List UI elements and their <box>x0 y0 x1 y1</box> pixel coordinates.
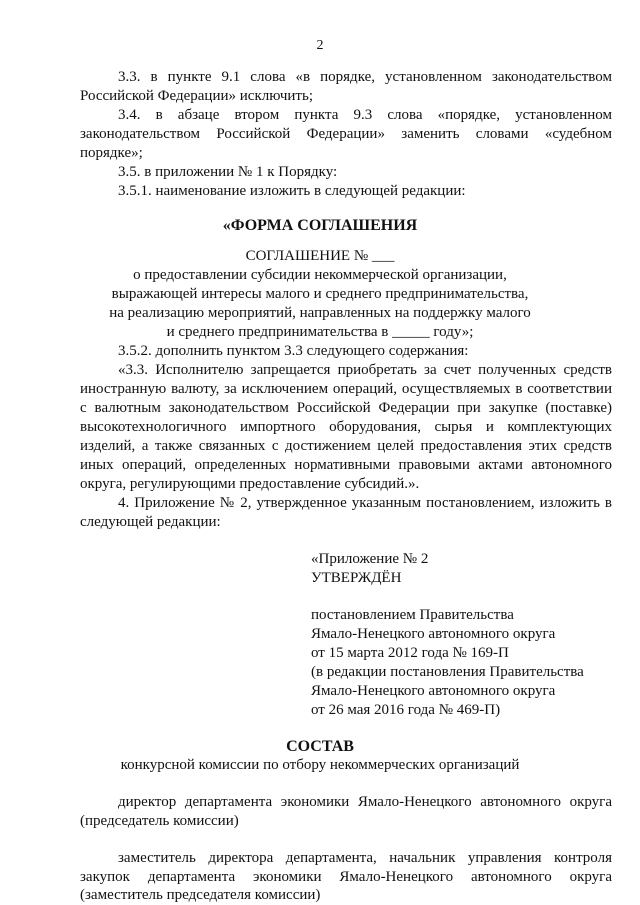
agreement-line2: выражающей интересы малого и среднего предпринимательства, <box>111 286 529 302</box>
appendix-line1: постановлением Правительства <box>311 607 514 623</box>
appendix-line5: Ямало-Ненецкого автономного округа <box>311 683 556 699</box>
clause-3-3-line4: высокотехнологичного импортного оборудования, сырья и комплектующих <box>80 419 612 435</box>
page-number: 2 <box>316 38 324 53</box>
item-3-3-line1: 3.3. в пункте 9.1 слова «в порядке, установленном законодательством <box>118 69 612 85</box>
member2-line3: (заместитель председателя комиссии) <box>80 887 321 903</box>
clause-3-3-line3: с валютным законодательством Российской Федерации при закупке (поставке) <box>80 400 612 416</box>
agreement-title: СОГЛАШЕНИЕ № ___ <box>245 248 395 264</box>
appendix-line3: от 15 марта 2012 года № 169-П <box>311 645 509 661</box>
clause-3-3-line5: изделий, а также связанных с достижением целей предоставления этих средств <box>80 438 612 454</box>
item-3-4-line1: 3.4. в абзаце втором пункта 9.3 слова «порядке, установленном <box>118 107 612 123</box>
appendix-line4: (в редакции постановления Правительства <box>311 664 584 680</box>
clause-3-3-line2: иностранную валюту, за исключением операций, осуществляемых в соответствии <box>80 381 612 397</box>
appendix-approved: УТВЕРЖДЁН <box>311 570 402 586</box>
member2-line2: закупок департамента экономики Ямало-Ненецкого автономного округа <box>80 869 612 885</box>
item-3-4-line2: законодательством Российской Федерации» заменить словами «судебном <box>80 126 612 142</box>
member2-line1: заместитель директора департамента, начальник управления контроля <box>118 850 612 866</box>
item-3-5-1: 3.5.1. наименование изложить в следующей редакции: <box>118 183 466 199</box>
clause-3-3-line6: иных операций, определенных нормативными правовыми актами автономного <box>80 457 612 473</box>
composition-subtitle: конкурсной комиссии по отбору некоммерческих организаций <box>120 757 520 773</box>
agreement-line1: о предоставлении субсидии некоммерческой организации, <box>133 267 507 283</box>
form-title: «ФОРМА СОГЛАШЕНИЯ <box>222 217 418 234</box>
clause-3-3-line7: округа, регулирующими предоставление субсидий.». <box>80 476 420 492</box>
appendix-title: «Приложение № 2 <box>311 551 429 567</box>
item-4-line2: следующей редакции: <box>80 514 221 530</box>
clause-3-3-line1: «3.3. Исполнителю запрещается приобретать за счет полученных средств <box>118 362 612 378</box>
item-3-4-line3: порядке»; <box>80 145 143 161</box>
item-3-5: 3.5. в приложении № 1 к Порядку: <box>118 164 338 180</box>
appendix-line2: Ямало-Ненецкого автономного округа <box>311 626 556 642</box>
item-4-line1: 4. Приложение № 2, утвержденное указанным постановлением, изложить в <box>118 495 612 511</box>
item-3-5-2: 3.5.2. дополнить пунктом 3.3 следующего содержания: <box>118 343 469 359</box>
agreement-line4: и среднего предпринимательства в _____ году»; <box>166 324 474 340</box>
appendix-line6: от 26 мая 2016 года № 469-П) <box>311 702 501 718</box>
member1-line2: (председатель комиссии) <box>80 813 239 829</box>
agreement-line3: на реализацию мероприятий, направленных на поддержку малого <box>109 305 531 321</box>
composition-title: СОСТАВ <box>286 738 354 755</box>
item-3-3-line2: Российской Федерации» исключить; <box>80 88 313 104</box>
member1-line1: директор департамента экономики Ямало-Ненецкого автономного округа <box>118 794 612 810</box>
